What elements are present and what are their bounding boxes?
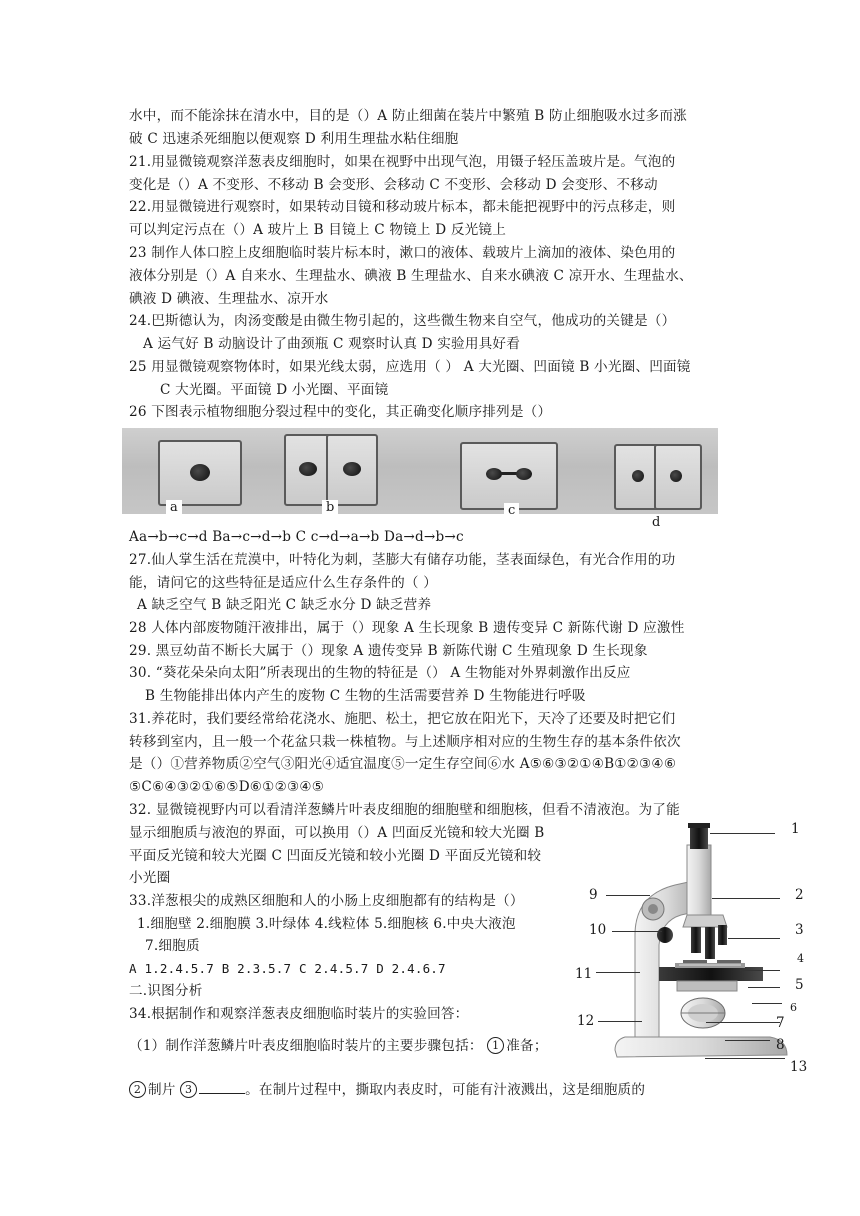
microscope-label: 13 xyxy=(790,1059,808,1075)
nucleus xyxy=(670,470,682,482)
question-30: 30. “葵花朵朵向太阳”所表现出的生物的特征是（） A 生物能对外界刺激作出反应 xyxy=(129,665,631,681)
text-line: 显示细胞质与液泡的界面，可以换用（）A 凹面反光镜和较大光圈 B xyxy=(129,825,545,841)
text-line: 小光圈 xyxy=(129,870,171,886)
microscope-label: 9 xyxy=(589,887,598,903)
text-line: B 生物能排出体内产生的废物 C 生物的生活需要营养 D 生物能进行呼吸 xyxy=(145,688,586,704)
question-26-options: Aa→b→c→d Ba→c→d→b C c→d→a→b Da→d→b→c xyxy=(129,529,464,545)
circled-number: 2 xyxy=(129,1081,146,1098)
text-line: A 缺乏空气 B 缺乏阳光 C 缺乏水分 D 缺乏营养 xyxy=(137,597,432,613)
nucleus xyxy=(343,462,361,476)
question-21: 21.用显微镜观察洋葱表皮细胞时，如果在视野中出现气泡，用镊子轻压盖玻片是。气泡的 xyxy=(129,154,676,170)
question-28: 28 人体内部废物随汗液排出，属于（）现象 A 生长现象 B 遗传变异 C 新陈代谢 D 应激性 xyxy=(129,620,685,636)
question-22: 22.用显微镜进行观察时，如果转动目镜和移动玻片标本，都未能把视野中的污点移走，则 xyxy=(129,199,676,215)
figure-label-d: d xyxy=(648,515,664,530)
question-23: 23 制作人体口腔上皮细胞临时装片标本时，漱口的液体、载玻片上滴加的液体、染色用的 xyxy=(129,245,676,261)
question-34-part-1-cont xyxy=(129,1079,645,1101)
text-span: 准备； xyxy=(506,1038,548,1054)
question-33: 33.洋葱根尖的成熟区细胞和人的小肠上皮细胞都有的结构是（） xyxy=(129,893,524,909)
circled-number: 3 xyxy=(180,1081,197,1098)
question-34-part-1 xyxy=(129,1035,548,1057)
section-heading: 二.识图分析 xyxy=(129,983,203,999)
cell-c xyxy=(460,442,558,510)
text-line: 可以判定污点在（）A 玻片上 B 目镜上 C 物镜上 D 反光镜上 xyxy=(129,222,507,238)
cell-b-left xyxy=(284,434,332,506)
microscope-label: 12 xyxy=(577,1013,595,1029)
question-34: 34.根据制作和观察洋葱表皮细胞临时装片的实验回答： xyxy=(129,1006,469,1022)
cell-a xyxy=(158,440,242,506)
text-line: 破 C 迅速杀死细胞以便观察 D 利用生理盐水粘住细胞 xyxy=(129,131,459,147)
text-line: 液体分别是（）A 自来水、生理盐水、碘液 B 生理盐水、自来水碘液 C 凉开水、生理盐水、 xyxy=(129,268,693,284)
question-33-options: A 1.2.4.5.7 B 2.3.5.7 C 2.4.5.7 D 2.4.6.7 xyxy=(129,961,446,976)
text-line: 7.细胞质 xyxy=(145,938,200,954)
text-span: 。在制片过程中，撕取内表皮时，可能有汁液溅出，这是细胞质的 xyxy=(245,1082,646,1098)
microscope-label: 3 xyxy=(795,922,804,938)
question-24: 24.巴斯德认为，肉汤变酸是由微生物引起的，这些微生物来自空气，他成功的关键是（） xyxy=(129,313,676,329)
microscope-label: 8 xyxy=(776,1037,785,1053)
microscope-label: 10 xyxy=(589,922,607,938)
nucleus xyxy=(299,462,317,476)
figure-label-b: b xyxy=(322,500,338,515)
microscope-label: 7 xyxy=(776,1015,785,1031)
text-line: ⑤C⑥④③②①⑥⑤D⑥①②③④⑤ xyxy=(129,779,325,795)
figure-label-a: a xyxy=(166,500,182,515)
microscope-label: 11 xyxy=(575,966,593,982)
text-line: 平面反光镜和较大光圈 C 凹面反光镜和较小光圈 D 平面反光镜和较 xyxy=(129,848,542,864)
text-span: 制片 xyxy=(148,1082,176,1098)
question-31: 31.养花时，我们要经常给花浇水、施肥、松土，把它放在阳光下，天冷了还要及时把它们 xyxy=(129,711,676,727)
text-line: 1.细胞壁 2.细胞膜 3.叶绿体 4.线粒体 5.细胞核 6.中央大液泡 xyxy=(137,916,516,932)
nucleus xyxy=(190,464,210,481)
question-27: 27.仙人掌生活在荒漠中，叶特化为刺，茎膨大有储存功能，茎表面绿色，有光合作用的功 xyxy=(129,552,676,568)
microscope-label: 5 xyxy=(795,977,804,993)
circled-number: 1 xyxy=(487,1037,504,1054)
question-29: 29. 黑豆幼苗不断长大属于（）现象 A 遗传变异 B 新陈代谢 C 生殖现象 D 生长现象 xyxy=(129,643,648,659)
microscope-figure xyxy=(595,815,835,1075)
text-line: 转移到室内，且一般一个花盆只栽一株植物。与上述顺序相对应的生物生存的基本条件依次 xyxy=(129,734,681,750)
text-line: 能，请问它的这些特征是适应什么生存条件的（ ） xyxy=(129,575,437,591)
cell-division-figure xyxy=(122,428,718,514)
microscope-label: 2 xyxy=(795,887,804,903)
cell-b-right xyxy=(326,434,378,506)
cell-d-right xyxy=(654,444,702,510)
text-line: A 运气好 B 动脑设计了曲颈瓶 C 观察时认真 D 实验用具好看 xyxy=(143,336,521,352)
nucleus xyxy=(516,468,532,480)
question-32: 32. 显微镜视野内可以看清洋葱鳞片叶表皮细胞的细胞壁和细胞核，但看不清液泡。为了能 xyxy=(129,802,680,818)
microscope-label: 4 xyxy=(797,952,804,965)
microscope-label: 6 xyxy=(790,1001,797,1014)
microscope-label: 1 xyxy=(791,821,800,837)
text-span: （1）制作洋葱鳞片叶表皮细胞临时装片的主要步骤包括： xyxy=(129,1038,483,1054)
figure-label-c: c xyxy=(504,503,519,518)
answer-blank[interactable] xyxy=(199,1081,245,1094)
text-line: 变化是（）A 不变形、不移动 B 会变形、会移动 C 不变形、会移动 D 会变形、不移动 xyxy=(129,177,658,193)
nucleus xyxy=(632,470,644,482)
question-25: 25 用显微镜观察物体时，如果光线太弱，应选用（ ） A 大光圈、凹面镜 B 小光圈、凹面镜 xyxy=(129,359,691,375)
text-line: 水中，而不能涂抹在清水中，目的是（）A 防止细菌在装片中繁殖 B 防止细胞吸水过多而涨 xyxy=(129,108,687,124)
question-26: 26 下图表示植物细胞分裂过程中的变化，其正确变化顺序排列是（） xyxy=(129,404,552,420)
text-line: 是（）①营养物质②空气③阳光④适宜温度⑤一定生存空间⑥水 A⑤⑥③②①④B①②③④⑥ xyxy=(129,756,677,772)
text-line: C 大光圈。平面镜 D 小光圈、平面镜 xyxy=(160,382,389,398)
text-line: 碘液 D 碘液、生理盐水、凉开水 xyxy=(129,291,329,307)
